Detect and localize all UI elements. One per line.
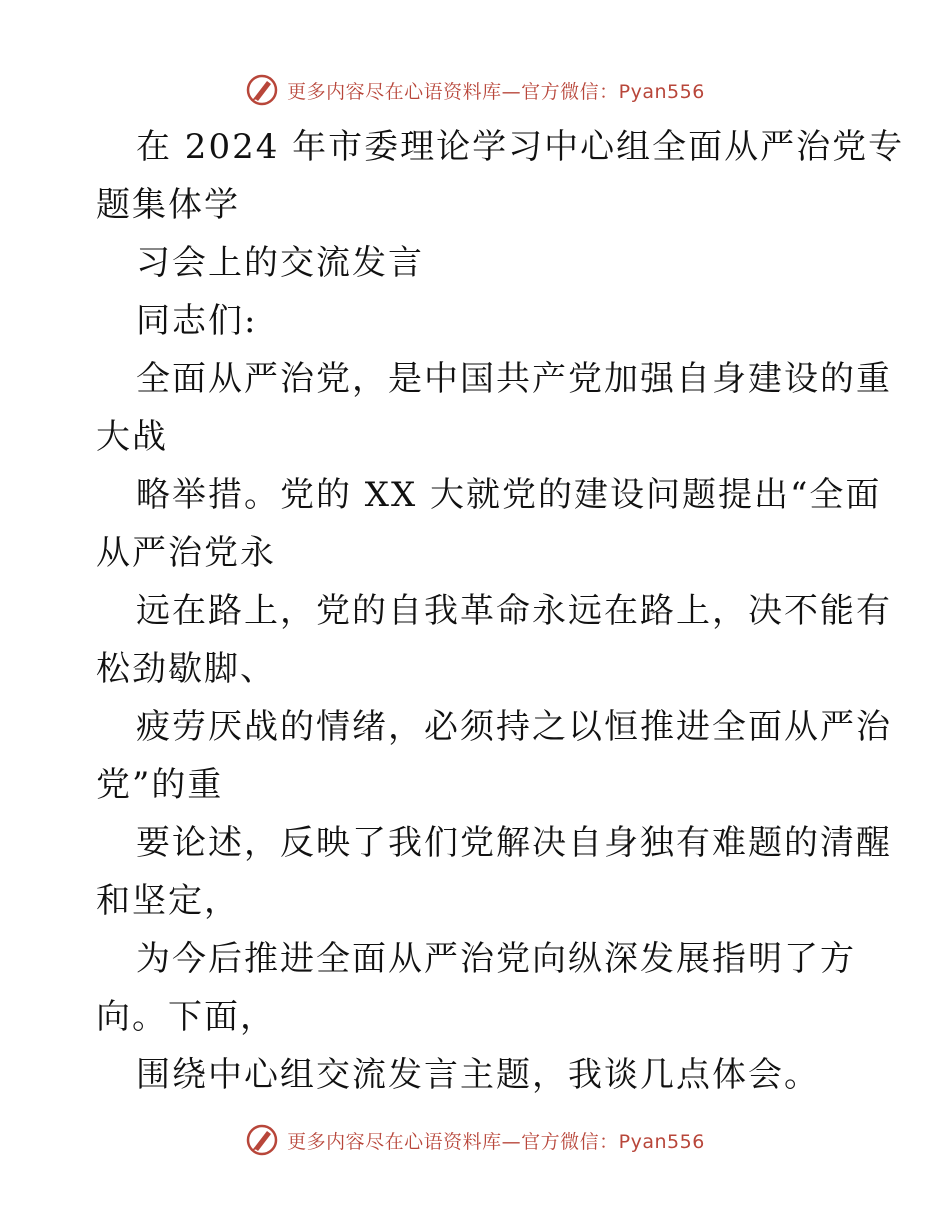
body-line: 向。下面，	[96, 997, 276, 1037]
title-line-2: 题集体学	[96, 185, 240, 225]
salutation: 同志们:	[136, 301, 258, 341]
body-line: 略举措。党的 XX 大就党的建设问题提出“全面	[136, 475, 882, 515]
body-line: 疲劳厌战的情绪，必须持之以恒推进全面从严治	[136, 707, 892, 747]
header-banner	[0, 70, 950, 110]
footer-banner-text: 更多内容尽在心语资料库—官方微信：Pyan556	[287, 1130, 705, 1153]
body-line: 要论述，反映了我们党解决自身独有难题的清醒	[136, 823, 892, 863]
body-line: 大战	[96, 417, 168, 457]
header-banner-text: 更多内容尽在心语资料库—官方微信：Pyan556	[287, 80, 705, 103]
body-line: 远在路上，党的自我革命永远在路上，决不能有	[136, 591, 892, 631]
body-line: 为今后推进全面从严治党向纵深发展指明了方	[136, 939, 856, 979]
body-line: 围绕中心组交流发言主题，我谈几点体会。	[136, 1055, 820, 1095]
body-line: 松劲歇脚、	[96, 649, 276, 689]
title-line-1: 在 2024 年市委理论学习中心组全面从严治党专	[136, 127, 905, 167]
quill-logo-icon	[245, 1123, 279, 1157]
footer-banner	[0, 1120, 950, 1160]
quill-logo-icon	[245, 73, 279, 107]
document-body	[96, 118, 905, 1104]
body-line: 从严治党永	[96, 533, 276, 573]
body-line: 和坚定，	[96, 881, 240, 921]
body-line: 全面从严治党，是中国共产党加强自身建设的重	[136, 359, 892, 399]
title-line-3: 习会上的交流发言	[136, 243, 424, 283]
body-line: 党”的重	[96, 765, 224, 805]
